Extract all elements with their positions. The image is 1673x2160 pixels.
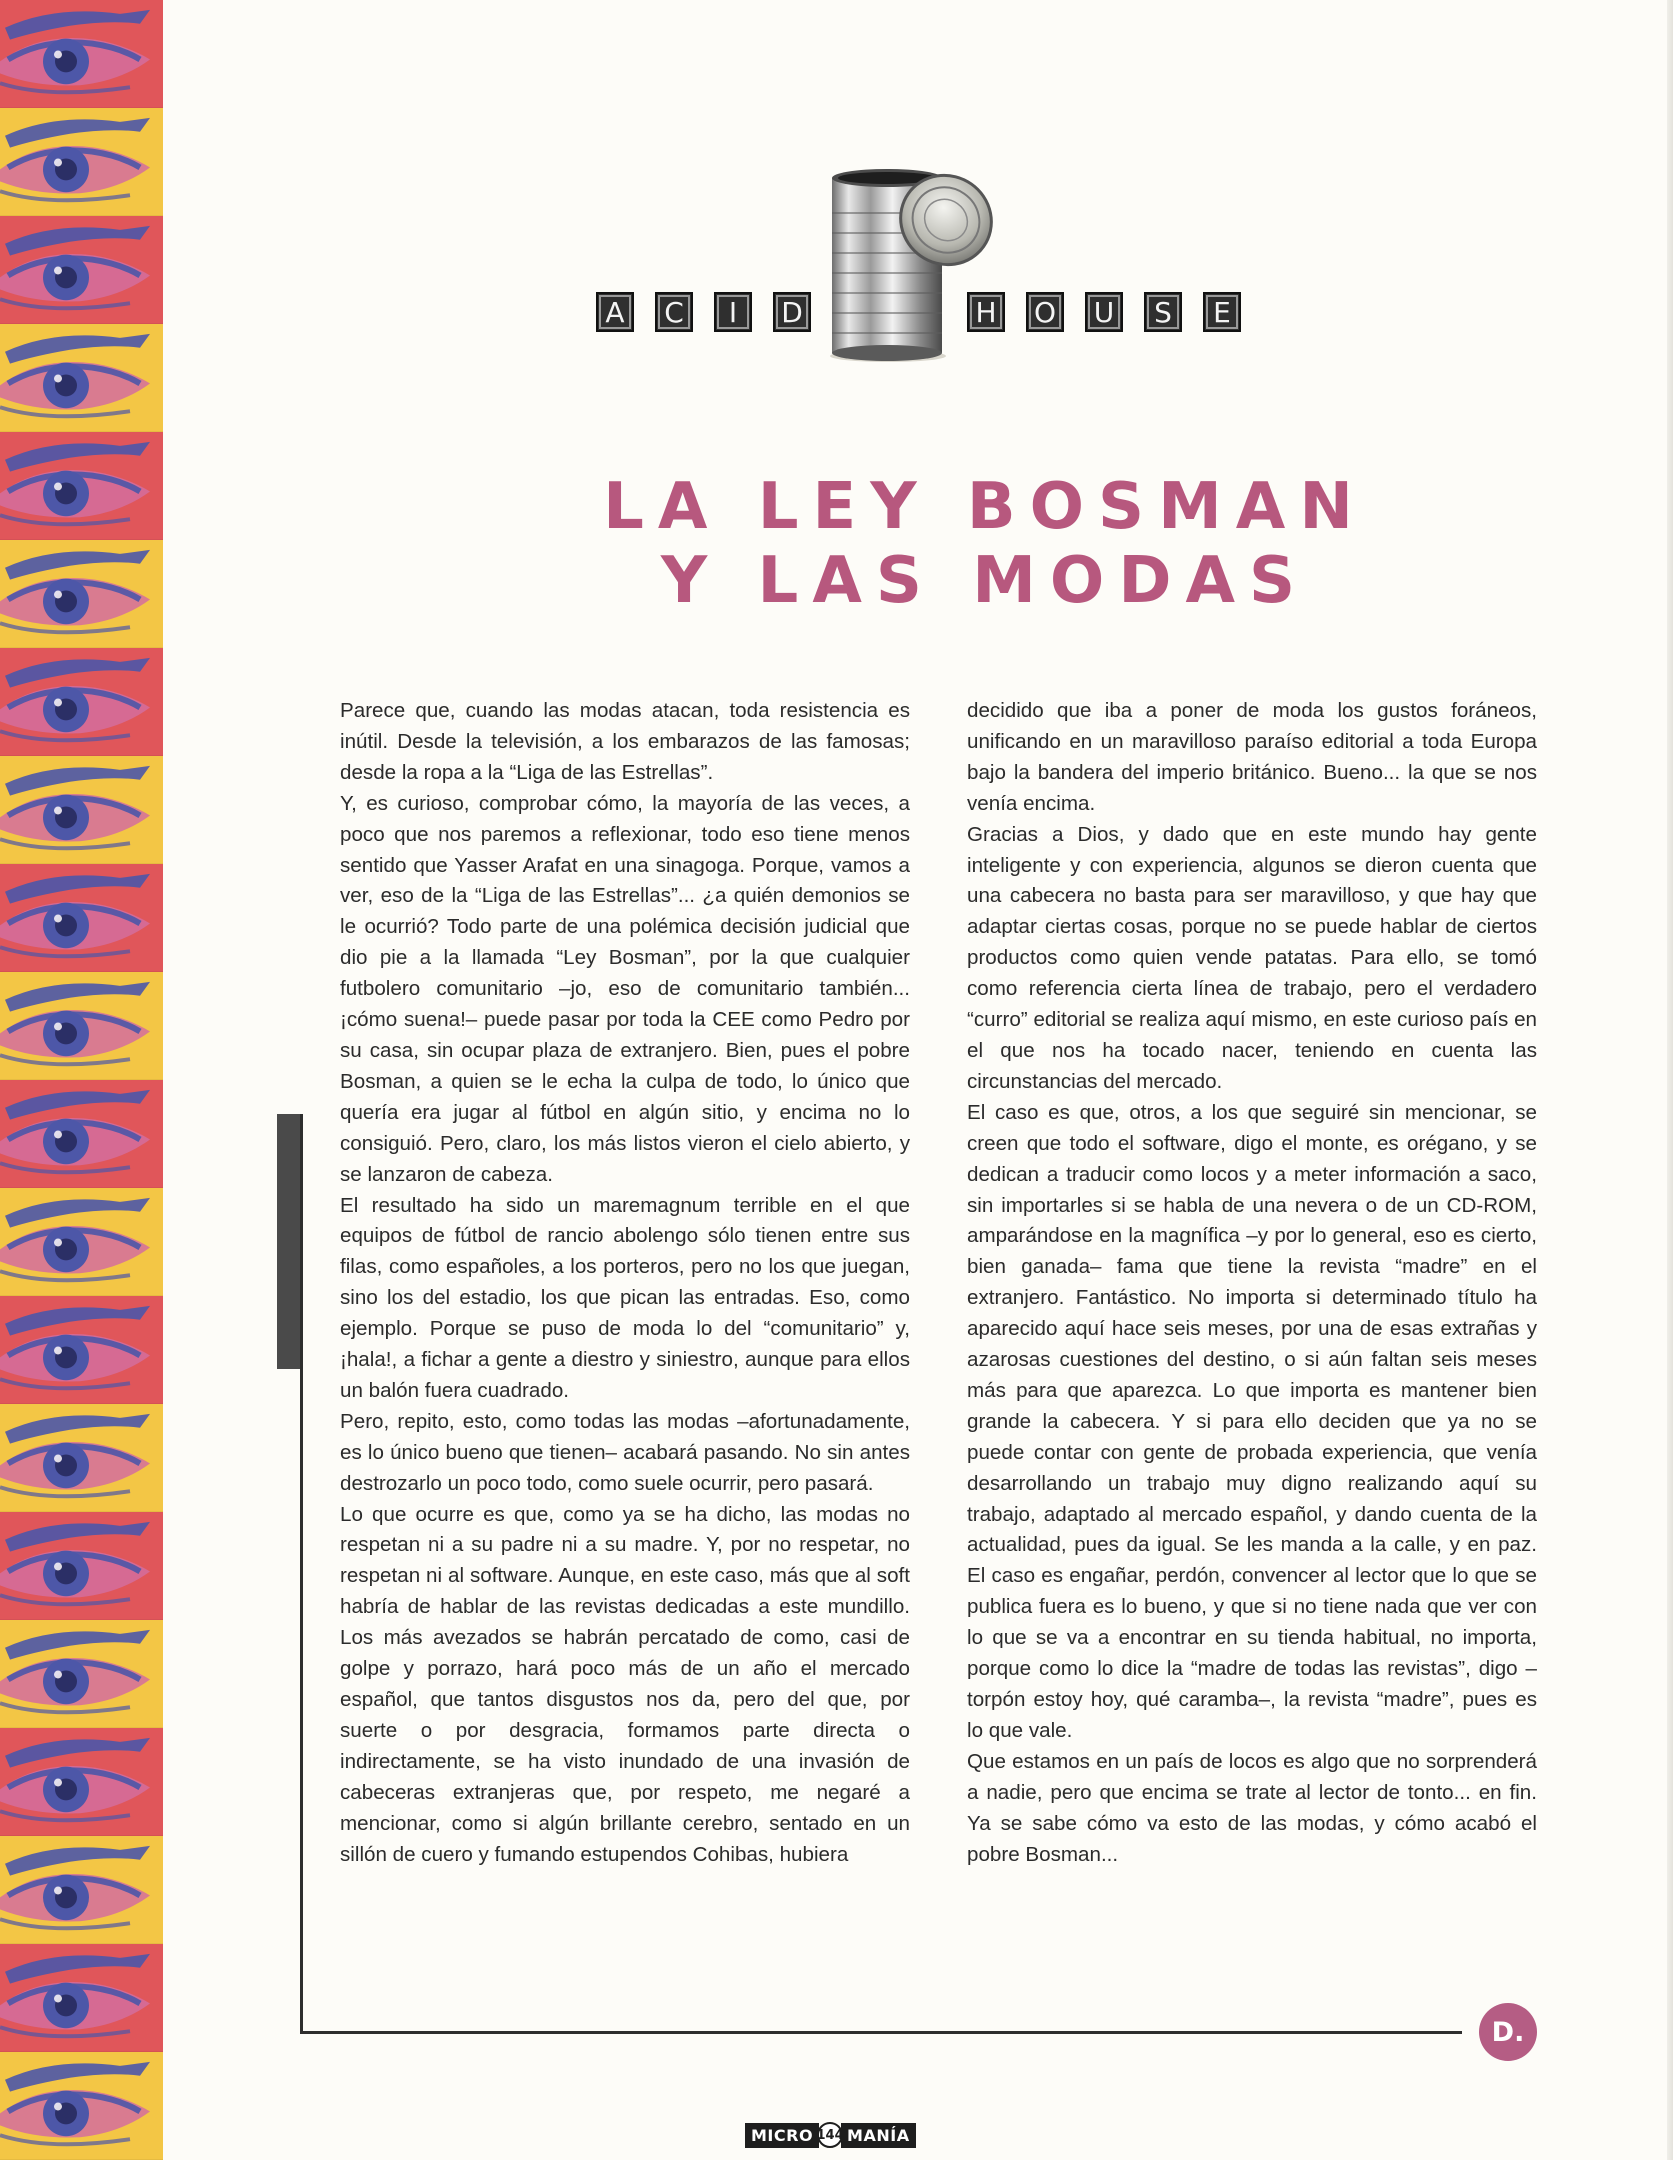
article-title	[320, 470, 1650, 618]
paragraph: Que estamos en un país de locos es algo que no sorprenderá a nadie, pero que encima se trate al lector de tonto... en fin. Ya se sabe cómo va esto de las modas, y cómo acabó el pobre Bosman...	[967, 1749, 1537, 1866]
end-of-article-badge: D.	[1479, 2003, 1537, 2061]
eye-icon	[0, 432, 163, 539]
section-letter: C	[655, 292, 693, 332]
eye-tile	[0, 324, 163, 432]
eye-tile	[0, 1944, 163, 2052]
paragraph: El resultado ha sido un maremagnum terrible en el que equipos de fútbol de rancio abolengo sólo tienen entre sus filas, como españoles, a los porteros, pero no los que juegan, sino los del estadio, los que pican las entradas. Eso, como ejemplo. Porque se puso de moda lo del “comunitario” y, ¡hala!, a fichar a gente a diestro y siniestro, aunque para ellos un balón fuera cuadrado.	[340, 1193, 910, 1402]
logo-micro: MICRO	[745, 2123, 819, 2148]
eye-icon	[0, 1620, 163, 1727]
paragraph: Gracias a Dios, y dado que en este mundo hay gente inteligente y con experiencia, algunos se dieron cuenta que una cabecera no basta para ser maravilloso, y que hay que adaptar ciertas cosas, porque no se puede hablar de ciertos productos como quien vende patatas. Para ello, se tomó como referencia cierta línea de trabajo, pero el verdadero “curro” editorial se realiza aquí mismo, en este curioso país en el que nos ha tocado nacer, teniendo en cuenta las circunstancias del mercado.	[967, 822, 1537, 1093]
eye-icon	[0, 0, 163, 107]
frame-accent-bar	[277, 1114, 301, 1369]
eye-tile	[0, 1404, 163, 1512]
eye-icon	[0, 756, 163, 863]
eye-tile	[0, 756, 163, 864]
eye-tile	[0, 1728, 163, 1836]
paragraph: Y, es curioso, comprobar cómo, la mayoría de las veces, a poco que nos paremos a reflexionar, todo eso tiene menos sentido que Yasser Arafat en una sinagoga. Porque, vamos a ver, eso de la “Liga de las Estrellas”... ¿a quién demonios se le ocurrió? Todo parte de una polémica decisión judicial que dio pie a la llamada “Ley Bosman”, por la que cualquier futbolero comunitario –jo, eso de comunitario también... ¡cómo suena!– puede pasar por toda la CEE como Pedro por su casa, sin ocupar plaza de extranjero. Bien, pues el pobre Bosman, a quien se le echa la culpa de todo, lo único que quería era jugar al fútbol en algún sitio, y encima no lo consiguió. Pero, claro, los más listos vieron el cielo abierto, y se lanzaron de cabeza.	[340, 791, 910, 1186]
eye-tile	[0, 540, 163, 648]
eye-icon	[0, 1404, 163, 1511]
eye-tile	[0, 1512, 163, 1620]
eye-tile	[0, 1296, 163, 1404]
eye-icon	[0, 1188, 163, 1295]
frame-horizontal-rule	[300, 2031, 1462, 2034]
section-letter: A	[596, 292, 634, 332]
logo-mania: MANÍA	[841, 2123, 916, 2148]
eye-tile	[0, 108, 163, 216]
eye-icon	[0, 1944, 163, 2051]
article-column-left	[340, 696, 910, 1870]
eye-icon	[0, 1836, 163, 1943]
eye-icon	[0, 1080, 163, 1187]
eye-icon	[0, 864, 163, 971]
title-line-2: Y LAS MODAS	[660, 544, 1310, 618]
eye-tile	[0, 972, 163, 1080]
section-letter: S	[1144, 292, 1182, 332]
eye-icon	[0, 972, 163, 1079]
eye-tile	[0, 216, 163, 324]
eye-tile	[0, 1188, 163, 1296]
eye-tile	[0, 648, 163, 756]
eye-tile	[0, 0, 163, 108]
eye-icon	[0, 108, 163, 215]
title-line-1: LA LEY BOSMAN	[603, 470, 1367, 544]
footer-logo	[745, 2122, 916, 2148]
section-letter: E	[1203, 292, 1241, 332]
eye-icon	[0, 540, 163, 647]
paragraph: Parece que, cuando las modas atacan, toda resistencia es inútil. Desde la televisión, a los embarazos de las famosas; desde la ropa a la “Liga de las Estrellas”.	[340, 699, 910, 784]
paragraph: decidido que iba a poner de moda los gustos foráneos, unificando en un maravilloso paraíso editorial a toda Europa bajo la bandera del imperio británico. Bueno... la que se nos venía encima.	[967, 699, 1537, 815]
eye-tile	[0, 1080, 163, 1188]
eye-icon	[0, 324, 163, 431]
paragraph: Pero, repito, esto, como todas las modas –afortunadamente, es lo único bueno que tienen– acabará pasando. No sin antes destrozarlo un poco todo, como suele ocurrir, pero pasará.	[340, 1409, 910, 1495]
eye-icon	[0, 648, 163, 755]
tin-can-icon	[818, 158, 1003, 363]
eye-tile	[0, 432, 163, 540]
paragraph: Lo que ocurre es que, como ya se ha dicho, las modas no respetan ni a su padre ni a su madre. Y, por no respetar, no respetan ni al software. Aunque, en este caso, más que al soft habría de hablar de las revistas dedicadas a este mundillo. Los más avezados se habrán percatado de como, casi de golpe y porrazo, hará poco más de un año el mercado español, que tantos disgustos nos da, pero del que, por suerte o por desgracia, formamos parte directa o indirectamente, se ha visto inundado de una invasión de cabeceras extranjeras que, por respeto, me negaré a mencionar, como si algún brillante cerebro, sentado en un sillón de cuero y fumando estupendos Cohibas, hubiera	[340, 1502, 910, 1866]
section-letter: I	[714, 292, 752, 332]
section-letter: U	[1085, 292, 1123, 332]
page-edge	[1667, 0, 1673, 2160]
eye-tile	[0, 1620, 163, 1728]
eye-pattern-strip	[0, 0, 163, 2160]
eye-tile	[0, 2052, 163, 2160]
eye-icon	[0, 1296, 163, 1403]
frame-vertical-rule	[300, 1114, 303, 2034]
eye-icon	[0, 1512, 163, 1619]
paragraph: El caso es que, otros, a los que seguiré sin mencionar, se creen que todo el software, digo el monte, es orégano, y se dedican a traducir como locos y a meter información a saco, sin importarles si se habla de una nevera o de un CD-ROM, amparándose en la magnífica –y por lo general, eso es cierto, bien ganada– fama que tiene la revista “madre” en el extranjero. Fantástico. No importa si determinado título ha aparecido aquí hace seis meses, por una de esas extrañas y azarosas cuestiones del destino, o si aún faltan seis meses más para que aparezca. Lo que importa es mantener bien grande la cabecera. Y si para ello deciden que ya no se puede contar con gente de probada experiencia, que venía desarrollando un trabajo muy digno realizando aquí su trabajo, adaptado al mercado español, y dando cuenta de la actualidad, pues da igual. Se les manda a la calle, y en paz. El caso es engañar, perdón, convencer al lector que lo que se publica fuera es lo bueno, y que si no tiene nada que ver con lo que se va a encontrar en su tienda habitual, no importa, porque como lo dice la “madre de todas las revistas”, digo –torpón estoy hoy, qué caramba–, la revista “madre”, pues es lo que vale.	[967, 1100, 1537, 1742]
article-column-right	[967, 696, 1537, 1870]
eye-icon	[0, 2052, 163, 2159]
section-letter: O	[1026, 292, 1064, 332]
section-letter: D	[773, 292, 811, 332]
eye-tile	[0, 1836, 163, 1944]
eye-icon	[0, 216, 163, 323]
section-letter: H	[967, 292, 1005, 332]
eye-icon	[0, 1728, 163, 1835]
eye-tile	[0, 864, 163, 972]
page-number: 144	[817, 2122, 843, 2148]
